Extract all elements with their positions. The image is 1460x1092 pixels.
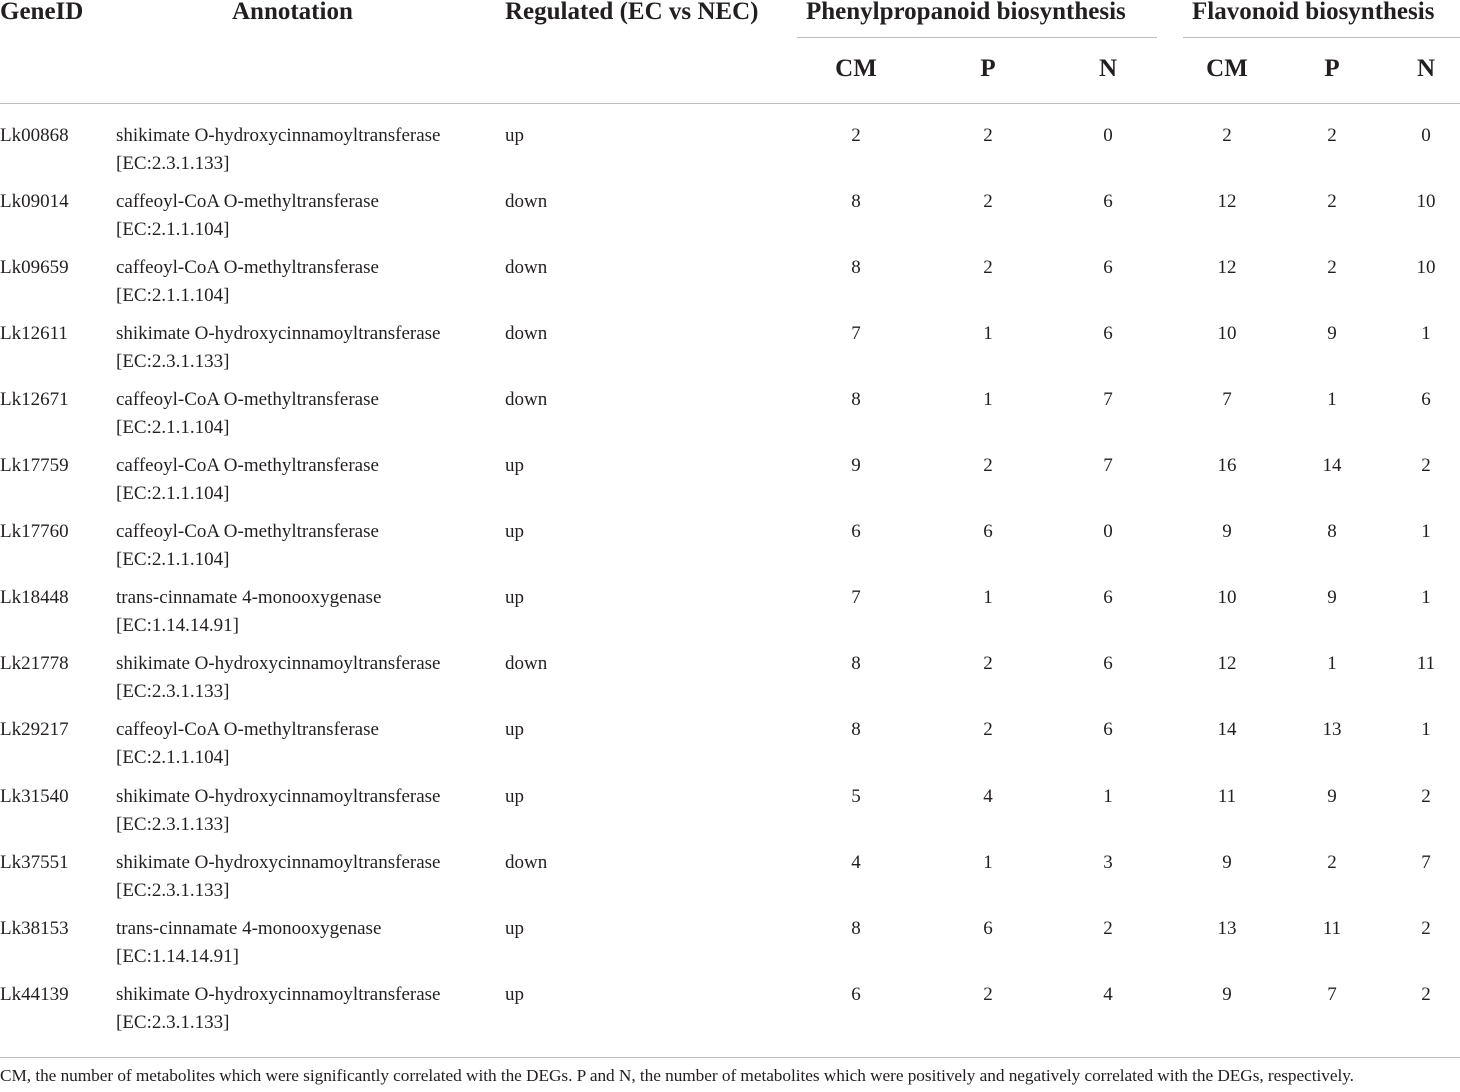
annotation-cell: caffeoyl-CoA O-methyltransferase	[116, 389, 379, 410]
value-cell: 6	[851, 984, 861, 1005]
gene-id-cell: Lk09659	[0, 257, 69, 278]
subheader-n-phenylpropanoid: N	[1098, 55, 1118, 82]
value-cell: 2	[851, 125, 861, 146]
value-cell: 2	[983, 719, 993, 740]
value-cell: 9	[1327, 323, 1337, 344]
value-cell: 1	[1103, 786, 1113, 807]
value-cell: 2	[983, 125, 993, 146]
value-cell: 1	[1421, 521, 1431, 542]
group-rule-flavonoid	[1183, 37, 1460, 38]
regulated-cell: down	[505, 852, 548, 873]
gene-id-cell: Lk21778	[0, 653, 69, 674]
value-cell: 6	[1103, 191, 1113, 212]
value-cell: 2	[983, 653, 993, 674]
annotation-ec-cell: [EC:2.1.1.104]	[116, 549, 230, 570]
value-cell: 8	[851, 653, 861, 674]
value-cell: 11	[1322, 918, 1342, 939]
regulated-cell: down	[505, 653, 548, 674]
value-cell: 6	[1103, 257, 1113, 278]
value-cell: 6	[983, 521, 993, 542]
annotation-cell: shikimate O-hydroxycinnamoyltransferase	[116, 125, 441, 146]
value-cell: 2	[1421, 455, 1431, 476]
annotation-cell: shikimate O-hydroxycinnamoyltransferase	[116, 323, 441, 344]
value-cell: 1	[1327, 653, 1337, 674]
annotation-ec-cell: [EC:2.3.1.133]	[116, 153, 230, 174]
value-cell: 2	[983, 191, 993, 212]
value-cell: 3	[1103, 852, 1113, 873]
value-cell: 4	[851, 852, 861, 873]
value-cell: 0	[1421, 125, 1431, 146]
value-cell: 0	[1103, 125, 1113, 146]
value-cell: 7	[851, 323, 861, 344]
annotation-cell: shikimate O-hydroxycinnamoyltransferase	[116, 653, 441, 674]
value-cell: 2	[1327, 852, 1337, 873]
value-cell: 10	[1217, 323, 1237, 344]
gene-id-cell: Lk29217	[0, 719, 69, 740]
header-bottom-rule	[0, 103, 1460, 104]
value-cell: 8	[851, 191, 861, 212]
value-cell: 1	[983, 323, 993, 344]
annotation-ec-cell: [EC:1.14.14.91]	[116, 946, 239, 967]
value-cell: 1	[1421, 323, 1431, 344]
value-cell: 9	[1222, 984, 1232, 1005]
value-cell: 2	[1103, 918, 1113, 939]
value-cell: 2	[1421, 984, 1431, 1005]
value-cell: 7	[1421, 852, 1431, 873]
value-cell: 0	[1103, 521, 1113, 542]
regulated-cell: up	[505, 918, 524, 939]
value-cell: 6	[1103, 587, 1113, 608]
value-cell: 2	[1222, 125, 1232, 146]
annotation-cell: caffeoyl-CoA O-methyltransferase	[116, 191, 379, 212]
value-cell: 2	[983, 984, 993, 1005]
regulated-cell: down	[505, 323, 548, 344]
value-cell: 12	[1217, 653, 1237, 674]
value-cell: 1	[1421, 719, 1431, 740]
annotation-ec-cell: [EC:2.3.1.133]	[116, 681, 230, 702]
value-cell: 6	[1103, 653, 1113, 674]
regulated-cell: up	[505, 521, 524, 542]
value-cell: 8	[851, 389, 861, 410]
annotation-ec-cell: [EC:2.1.1.104]	[116, 747, 230, 768]
value-cell: 1	[1327, 389, 1337, 410]
table-bottom-rule	[0, 1057, 1460, 1058]
value-cell: 5	[851, 786, 861, 807]
value-cell: 6	[1103, 323, 1113, 344]
annotation-ec-cell: [EC:2.1.1.104]	[116, 483, 230, 504]
annotation-ec-cell: [EC:2.1.1.104]	[116, 417, 230, 438]
annotation-cell: caffeoyl-CoA O-methyltransferase	[116, 521, 379, 542]
value-cell: 10	[1217, 587, 1237, 608]
regulated-cell: up	[505, 719, 524, 740]
col-header-regulated: Regulated (EC vs NEC)	[505, 0, 759, 25]
subheader-n-flavonoid: N	[1416, 55, 1436, 82]
value-cell: 2	[1327, 191, 1337, 212]
value-cell: 1	[983, 852, 993, 873]
gene-id-cell: Lk18448	[0, 587, 69, 608]
annotation-ec-cell: [EC:2.3.1.133]	[116, 880, 230, 901]
value-cell: 11	[1416, 653, 1436, 674]
annotation-cell: caffeoyl-CoA O-methyltransferase	[116, 719, 379, 740]
subheader-cm-flavonoid: CM	[1206, 55, 1248, 82]
regulated-cell: down	[505, 257, 548, 278]
annotation-cell: shikimate O-hydroxycinnamoyltransferase	[116, 984, 441, 1005]
regulated-cell: up	[505, 587, 524, 608]
value-cell: 9	[851, 455, 861, 476]
gene-id-cell: Lk44139	[0, 984, 69, 1005]
value-cell: 1	[983, 389, 993, 410]
col-header-geneid: GeneID	[0, 0, 84, 25]
value-cell: 10	[1416, 257, 1436, 278]
group-rule-phenylpropanoid	[797, 37, 1157, 38]
gene-id-cell: Lk38153	[0, 918, 69, 939]
value-cell: 7	[1103, 389, 1113, 410]
value-cell: 4	[983, 786, 993, 807]
value-cell: 8	[851, 257, 861, 278]
regulated-cell: up	[505, 786, 524, 807]
annotation-cell: shikimate O-hydroxycinnamoyltransferase	[116, 852, 441, 873]
regulated-cell: up	[505, 125, 524, 146]
value-cell: 11	[1217, 786, 1237, 807]
value-cell: 13	[1322, 719, 1342, 740]
annotation-cell: trans-cinnamate 4-monooxygenase	[116, 587, 382, 608]
value-cell: 13	[1217, 918, 1237, 939]
value-cell: 2	[1421, 918, 1431, 939]
gene-id-cell: Lk37551	[0, 852, 69, 873]
value-cell: 8	[1327, 521, 1337, 542]
value-cell: 2	[983, 455, 993, 476]
value-cell: 1	[1421, 587, 1431, 608]
annotation-ec-cell: [EC:2.3.1.133]	[116, 351, 230, 372]
regulated-cell: up	[505, 984, 524, 1005]
value-cell: 14	[1322, 455, 1342, 476]
value-cell: 7	[1103, 455, 1113, 476]
value-cell: 9	[1222, 521, 1232, 542]
annotation-ec-cell: [EC:2.3.1.133]	[116, 1012, 230, 1033]
annotation-cell: shikimate O-hydroxycinnamoyltransferase	[116, 786, 441, 807]
value-cell: 6	[1421, 389, 1431, 410]
gene-id-cell: Lk17759	[0, 455, 69, 476]
col-header-annotation: Annotation	[232, 0, 353, 25]
value-cell: 9	[1327, 786, 1337, 807]
value-cell: 6	[1103, 719, 1113, 740]
value-cell: 6	[851, 521, 861, 542]
gene-id-cell: Lk31540	[0, 786, 69, 807]
annotation-cell: caffeoyl-CoA O-methyltransferase	[116, 257, 379, 278]
value-cell: 2	[1327, 125, 1337, 146]
value-cell: 9	[1327, 587, 1337, 608]
subheader-p-phenylpropanoid: P	[980, 55, 996, 82]
value-cell: 6	[983, 918, 993, 939]
value-cell: 7	[1327, 984, 1337, 1005]
gene-id-cell: Lk12671	[0, 389, 69, 410]
regulated-cell: down	[505, 389, 548, 410]
value-cell: 2	[1327, 257, 1337, 278]
value-cell: 2	[1421, 786, 1431, 807]
value-cell: 12	[1217, 191, 1237, 212]
col-header-phenylpropanoid: Phenylpropanoid biosynthesis	[806, 0, 1126, 25]
subheader-cm-phenylpropanoid: CM	[835, 55, 877, 82]
table-footnote: CM, the number of metabolites which were significantly correlated with the DEGs. P and N, the number of metabolites which were positively and negatively correlated with the DEGs, respectively.	[0, 1066, 1354, 1085]
annotation-ec-cell: [EC:2.1.1.104]	[116, 285, 230, 306]
value-cell: 1	[983, 587, 993, 608]
annotation-cell: caffeoyl-CoA O-methyltransferase	[116, 455, 379, 476]
subheader-p-flavonoid: P	[1324, 55, 1340, 82]
value-cell: 7	[1222, 389, 1232, 410]
annotation-cell: trans-cinnamate 4-monooxygenase	[116, 918, 382, 939]
value-cell: 4	[1103, 984, 1113, 1005]
annotation-ec-cell: [EC:2.1.1.104]	[116, 219, 230, 240]
annotation-ec-cell: [EC:1.14.14.91]	[116, 615, 239, 636]
gene-id-cell: Lk00868	[0, 125, 69, 146]
regulated-cell: up	[505, 455, 524, 476]
gene-id-cell: Lk12611	[0, 323, 68, 344]
regulated-cell: down	[505, 191, 548, 212]
value-cell: 16	[1217, 455, 1237, 476]
gene-id-cell: Lk17760	[0, 521, 69, 542]
value-cell: 12	[1217, 257, 1237, 278]
value-cell: 8	[851, 719, 861, 740]
value-cell: 7	[851, 587, 861, 608]
col-header-flavonoid: Flavonoid biosynthesis	[1192, 0, 1435, 25]
value-cell: 10	[1416, 191, 1436, 212]
gene-id-cell: Lk09014	[0, 191, 69, 212]
value-cell: 8	[851, 918, 861, 939]
value-cell: 14	[1217, 719, 1237, 740]
value-cell: 2	[983, 257, 993, 278]
annotation-ec-cell: [EC:2.3.1.133]	[116, 814, 230, 835]
value-cell: 9	[1222, 852, 1232, 873]
